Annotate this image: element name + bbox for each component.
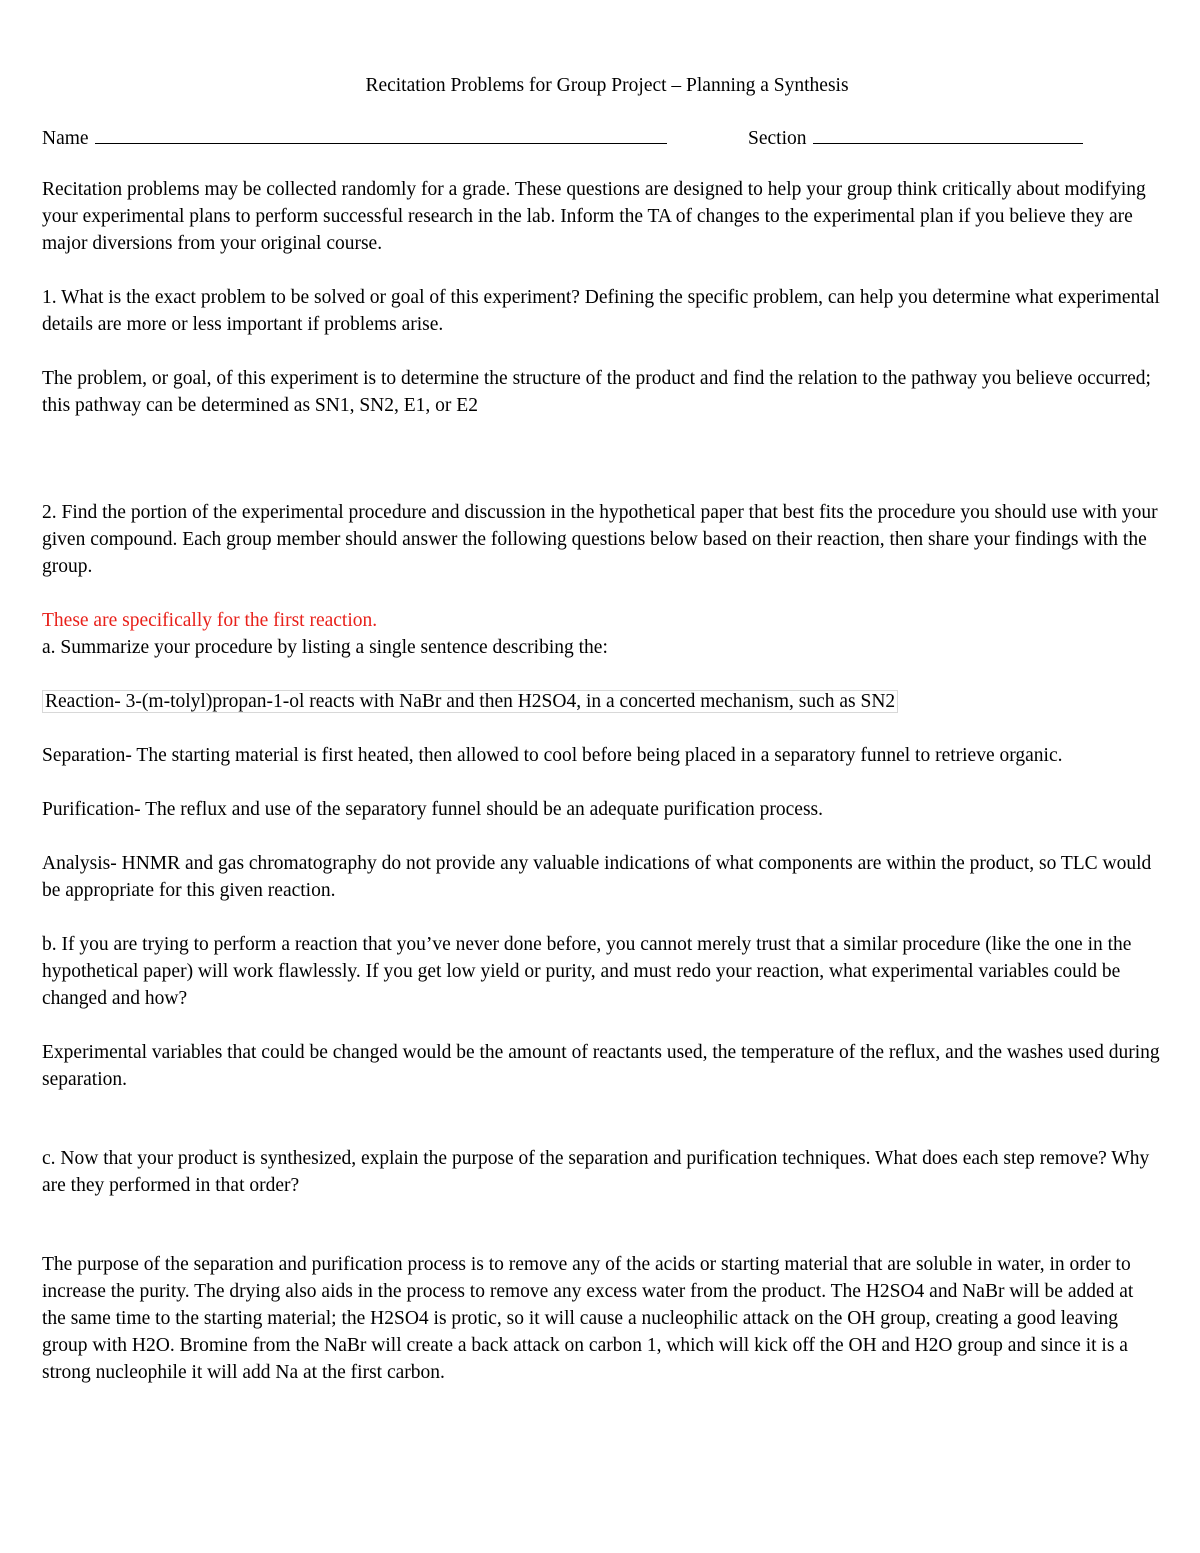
section-blank-line <box>813 123 1083 144</box>
answer-2c: The purpose of the separation and purification process is to remove any of the acids or starting material that are soluble in water, in order to increase the purity. The drying also aids in the process to remove any excess water from the product. The H2SO4 and NaBr will be added at the same time to the starting material; the H2SO4 is protic, so it will cause a nucleophilic attack on the OH group, creating a good leaving group with H2O. Bromine from the NaBr will create a back attack on carbon 1, which will kick off the OH and H2O group and since it is a strong nucleophile it will add Na at the first carbon. <box>42 1254 1134 1383</box>
answer-1: The problem, or goal, of this experiment is to determine the structure of the product and find the relation to the pathway you believe occurred; this pathway can be determined as SN1, SN2, E1, or E2 <box>42 368 1151 416</box>
document-page <box>42 72 1162 1386</box>
question-2b: b. If you are trying to perform a reaction that you’ve never done before, you cannot merely trust that a similar procedure (like the one in the hypothetical paper) will work flawlessly. If you get low yield or purity, and must redo your reaction, what experimental variables could be changed and how? <box>42 934 1132 1009</box>
analysis-summary: Analysis- HNMR and gas chromatography do not provide any valuable indications of what components are within the product, so TLC would be appropriate for this given reaction. <box>42 853 1152 901</box>
question-1: 1. What is the exact problem to be solved or goal of this experiment? Defining the specific problem, can help you determine what experimental details are more or less important if problems arise. <box>42 287 1160 335</box>
name-blank-line <box>95 123 667 144</box>
answer-2b: Experimental variables that could be changed would be the amount of reactants used, the temperature of the reflux, and the washes used during separation. <box>42 1042 1160 1090</box>
header-fields <box>42 123 1162 150</box>
question-2c: c. Now that your product is synthesized, explain the purpose of the separation and purification techniques. What does each step remove? Why are they performed in that order? <box>42 1148 1150 1196</box>
section-field <box>748 123 1083 152</box>
page-title: Recitation Problems for Group Project – Planning a Synthesis <box>365 75 849 96</box>
section-label: Section <box>748 128 807 149</box>
purification-summary: Purification- The reflux and use of the separatory funnel should be an adequate purification process. <box>42 799 823 820</box>
reaction-summary <box>42 688 1162 715</box>
name-field <box>42 123 667 152</box>
intro-paragraph: Recitation problems may be collected randomly for a grade. These questions are designed to help your group think critically about modifying your experimental plans to perform successful research in the lab. Inform the TA of changes to the experimental plan if you believe they are major diversions from your original course. <box>42 179 1146 254</box>
name-label: Name <box>42 128 89 149</box>
separation-summary: Separation- The starting material is first heated, then allowed to cool before being placed in a separatory funnel to retrieve organic. <box>42 745 1063 766</box>
reaction-text: Reaction- 3-(m-tolyl)propan-1-ol reacts with NaBr and then H2SO4, in a concerted mechanism, such as SN2 <box>42 690 898 713</box>
first-reaction-note: These are specifically for the first reaction. <box>42 610 378 631</box>
question-2: 2. Find the portion of the experimental procedure and discussion in the hypothetical paper that best fits the procedure you should use with your given compound. Each group member should answer the following questions below based on their reaction, then share your findings with the group. <box>42 502 1158 577</box>
question-2a: a. Summarize your procedure by listing a single sentence describing the: <box>42 637 608 658</box>
